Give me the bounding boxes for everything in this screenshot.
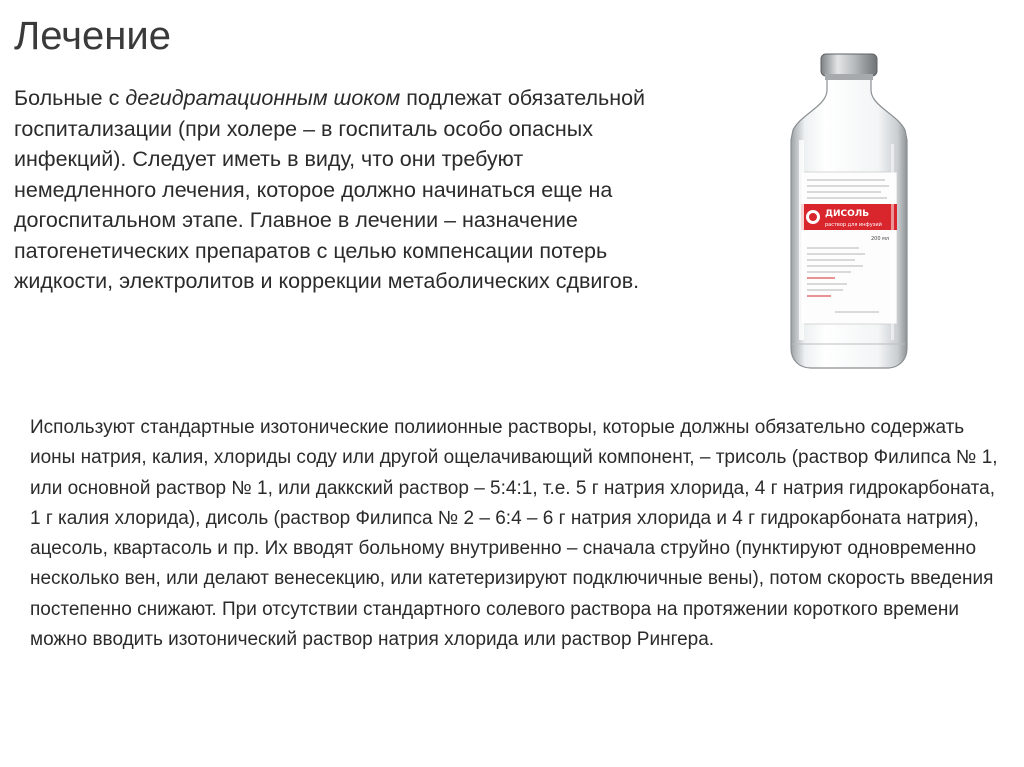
slide-title: Лечение (14, 14, 171, 58)
intro-paragraph (14, 83, 664, 297)
bottle-cap (821, 54, 877, 76)
label-volume: 200 мл (871, 236, 890, 242)
intro-rest: подлежат обязательной госпитализации (при холере – в госпиталь особо опасных инфекций). Следует иметь в виду, что они требуют немедленного лечения, которое должно начинаться еще на догоспитальном этапе. Главное в лечении – назначение патогенетических препаратов с целью компенсации потерь жидкости, электролитов и коррекции метаболических сдвигов. (14, 86, 646, 293)
body-paragraph: Используют стандартные изотонические полиионные растворы, которые должны обязательно содержать ионы натрия, калия, хлориды соду или другой ощелачивающий компонент, – трисоль (раствор Филипса № 1, или основной раствор № 1, или даккский раствор – 5:4:1, т.е. 5 г натрия хлорида, 4 г натрия гидрокарбоната, 1 г калия хлорида), дисоль (раствор Филипса № 2 – 6:4 – 6 г натрия хлорида и 4 г гидрокарбоната натрия), ацесоль, квартасоль и пр. Их вводят больному внутривенно – сначала струйно (пунктируют одновременно несколько вен, или делают венесекцию, или катетеризируют подключичные вены), потом скорость введения постепенно снижают. При отсутствии стандартного солевого раствора на протяжении короткого времени можно вводить изотонический раствор натрия хлорида или раствор Рингера. (30, 417, 998, 651)
intro-lead: Больные с (14, 86, 126, 110)
label-subtitle: раствор для инфузий (825, 222, 882, 228)
label-name: ДИСОЛЬ (825, 209, 870, 219)
bottle-image (775, 44, 923, 372)
intro-emphasis: дегидратационным шоком (125, 86, 401, 110)
